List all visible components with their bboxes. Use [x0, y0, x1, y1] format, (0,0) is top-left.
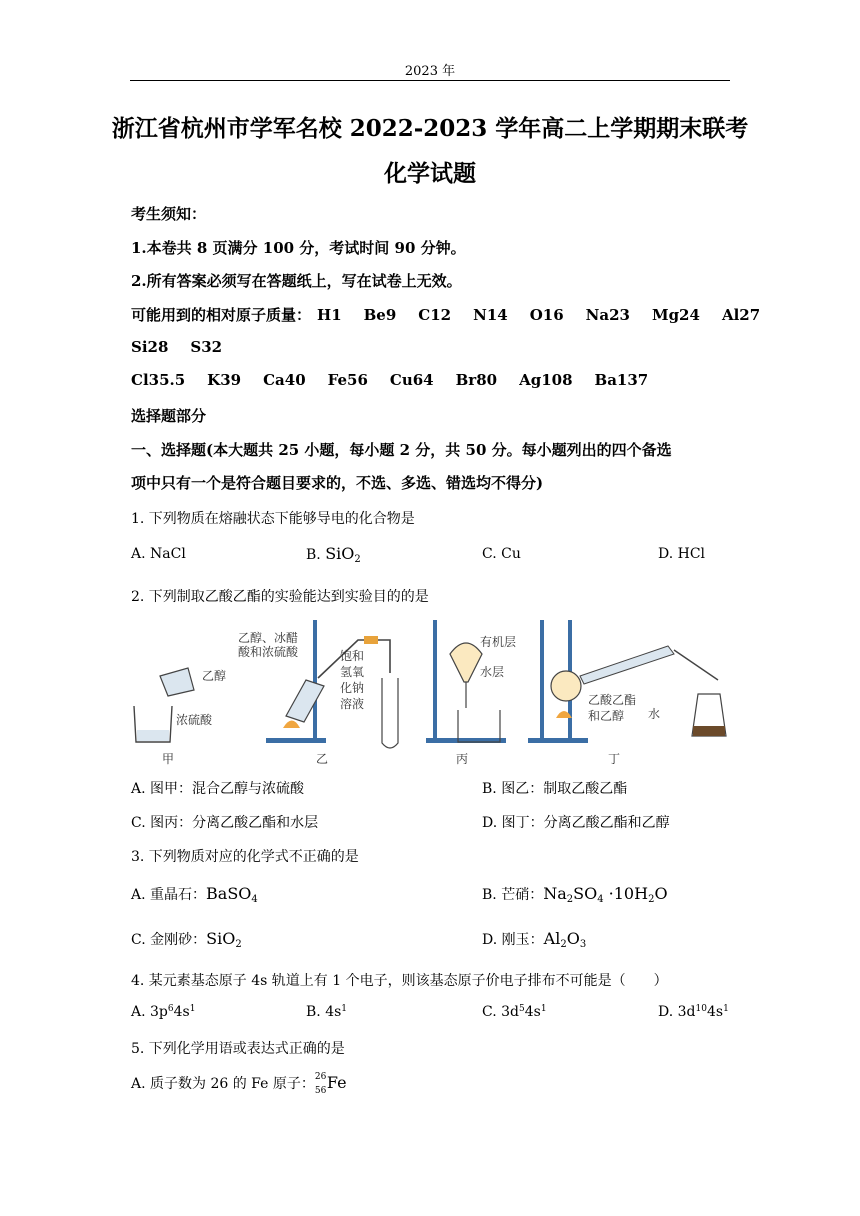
q3-option-b: B. 芒硝：$Na_2SO_4 \cdot 10H_2O$	[482, 884, 668, 905]
q1-option-b: B. SiO$_2$	[306, 544, 361, 565]
q1-stem: 1. 下列物质在熔融状态下能够导电的化合物是	[131, 511, 415, 527]
q4-option-c: C. $3d^54s^1$	[482, 1004, 547, 1020]
svg-text:氢氧: 氢氧	[340, 665, 365, 679]
svg-text:水: 水	[648, 707, 661, 721]
atomic-mass-line-3: Cl35.5 K39 Ca40 Fe56 Cu64 Br80 Ag108 Ba137	[131, 371, 649, 389]
svg-text:丁: 丁	[608, 752, 621, 766]
q5-option-a: A. 质子数为 26 的 Fe 原子： 26 56 Fe	[131, 1072, 347, 1096]
exam-subtitle: 化学试题	[384, 160, 476, 187]
figure-ding	[528, 620, 726, 766]
q2-apparatus-figure	[128, 618, 732, 768]
svg-text:乙酸乙酯: 乙酸乙酯	[588, 693, 637, 707]
svg-text:水层: 水层	[480, 665, 505, 679]
notice-heading: 考生须知：	[131, 205, 207, 223]
svg-text:乙醇、冰醋: 乙醇、冰醋	[238, 631, 299, 645]
q2-option-b: B. 图乙：制取乙酸乙酯	[482, 781, 628, 797]
svg-text:甲: 甲	[162, 752, 175, 766]
svg-text:浓硫酸: 浓硫酸	[176, 713, 213, 727]
section-heading-1: 一、选择题(本大题共 25 小题，每小题 2 分，共 50 分。每小题列出的四个备选	[131, 441, 672, 459]
q5-stem: 5. 下列化学用语或表达式正确的是	[131, 1041, 345, 1057]
header-rule	[130, 80, 730, 81]
nuclide-notation: 26 56	[314, 1072, 327, 1096]
svg-text:乙醇: 乙醇	[202, 669, 227, 683]
q1-option-a: A. NaCl	[131, 546, 186, 562]
q1-option-d: D. HCl	[658, 546, 706, 562]
q3-option-d: D. 刚玉：$Al_2O_3$	[482, 929, 587, 950]
atomic-mass-label: 可能用到的相对原子质量：	[131, 306, 312, 324]
notice-item-2: 2.所有答案必须写在答题纸上，写在试卷上无效。	[131, 272, 462, 290]
svg-text:乙: 乙	[316, 752, 329, 766]
q4-option-d: D. $3d^{10}4s^1$	[658, 1004, 729, 1020]
page-header: 2023 年	[404, 64, 456, 79]
exam-title: 浙江省杭州市学军名校 2022-2023 学年高二上学期期末联考	[111, 115, 749, 142]
section-heading-2: 项中只有一个是符合题目要求的，不选、多选、错选均不得分)	[131, 474, 544, 492]
q3-option-a: A. 重晶石：BaSO$_4$	[131, 884, 258, 905]
svg-text:酸和浓硫酸: 酸和浓硫酸	[238, 645, 299, 659]
q4-option-a: A. $3p^64s^1$	[131, 1004, 196, 1020]
svg-text:丙: 丙	[456, 752, 469, 766]
part-title: 选择题部分	[131, 407, 207, 425]
q4-stem: 4. 某元素基态原子 4s 轨道上有 1 个电子，则该基态原子价电子排布不可能是（ ）	[131, 973, 668, 989]
figure-bing	[426, 620, 516, 766]
atomic-mass-line-2: Si28 S32	[131, 338, 223, 356]
q2-option-a: A. 图甲：混合乙醇与浓硫酸	[131, 781, 305, 797]
q2-option-c: C. 图丙：分离乙酸乙酯和水层	[131, 815, 319, 831]
q1-option-c: C. Cu	[482, 546, 521, 562]
atomic-mass-line-1: 可能用到的相对原子质量： H1 Be9 C12 N14 O16 Na23 Mg24 Al27	[131, 306, 761, 324]
figure-yi	[238, 620, 398, 766]
q4-option-b: B. $4s^1$	[306, 1004, 348, 1020]
q3-option-c: C. 金刚砂：SiO$_2$	[131, 929, 242, 950]
svg-text:溶液: 溶液	[340, 697, 365, 711]
notice-item-1: 1.本卷共 8 页满分 100 分，考试时间 90 分钟。	[131, 239, 466, 257]
svg-text:饱和: 饱和	[340, 649, 365, 663]
figure-jia	[134, 668, 226, 766]
q2-option-d: D. 图丁：分离乙酸乙酯和乙醇	[482, 815, 670, 831]
svg-text:和乙醇: 和乙醇	[588, 709, 625, 723]
svg-text:有机层: 有机层	[480, 635, 517, 649]
q2-stem: 2. 下列制取乙酸乙酯的实验能达到实验目的的是	[131, 589, 429, 605]
q3-stem: 3. 下列物质对应的化学式不正确的是	[131, 849, 359, 865]
svg-text:化钠: 化钠	[340, 681, 365, 695]
